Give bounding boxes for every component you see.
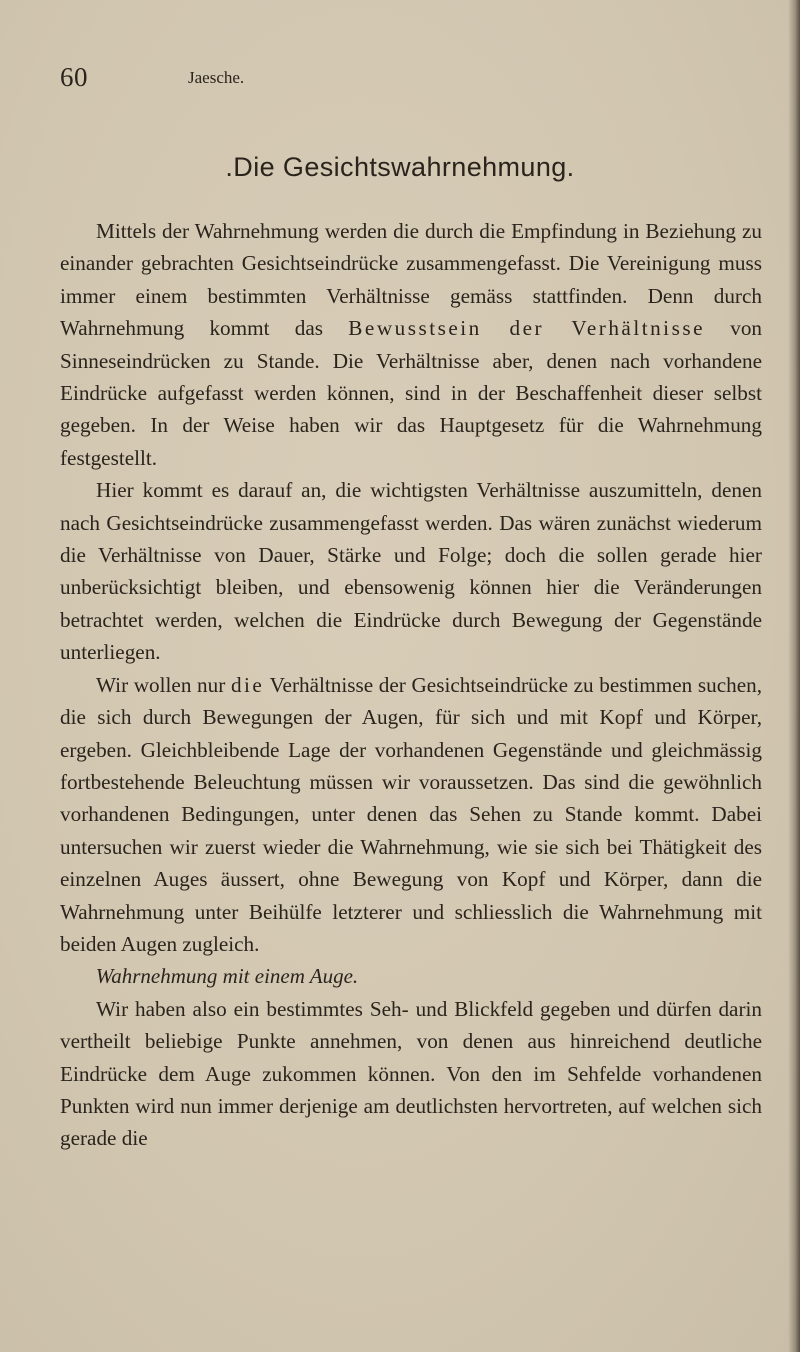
page-number: 60 (60, 62, 88, 92)
running-head: Jaesche. (188, 68, 245, 87)
paragraph-3-text-a: Wir wollen nur (96, 672, 226, 697)
paragraph-1 (60, 215, 762, 474)
paragraph-1-text-b: von Sinneseindrücken zu Stande. Die Verhältnisse aber, denen nach vorhandene Eindrücke aufgefasst werden können, sind in der Beschaffenheit dieser selbst gegeben. In der Weise haben wir das Hauptgesetz für die Wahrnehmung festgestellt. (60, 316, 763, 470)
chapter-title: .Die Gesichtswahrnehmung. (225, 152, 575, 182)
page-header (60, 62, 760, 102)
paragraph-3-emphasis: die (230, 672, 265, 697)
section-subheading: Wahrnehmung mit einem Auge. (95, 964, 359, 989)
paragraph-1-text-a: Mittels der Wahrnehmung werden die durch die Empfindung in Beziehung zu einander gebrachten Gesichtseindrücke zusammengefasst. Die Vereinigung muss immer einem bestimmten Verhältnisse gemäss stattfinden. Denn durch Wahrnehmung kommt das (60, 219, 762, 341)
page-edge-shadow (788, 0, 800, 1352)
body-text (60, 215, 762, 1155)
paragraph-1-emphasis: Bewusstsein der Verhältnisse (348, 316, 705, 341)
paragraph-4: Wir haben also ein bestimmtes Seh- und Blickfeld gegeben und dürfen darin vertheilt beliebige Punkte annehmen, von denen aus hinreichend deutliche Eindrücke dem Auge zukommen können. Von den im Sehfelde vorhandenen Punkten wird nun immer derjenige am deutlichsten hervortreten, auf welchen sich gerade die (60, 996, 762, 1151)
paragraph-3-text-b: Verhältnisse der Gesichtseindrücke zu bestimmen suchen, die sich durch Bewegungen der Augen, für sich und mit Kopf und Körper, ergeben. Gleichbleibende Lage der vorhandenen Gegenstände und gleichmässig fortbestehende Beleuchtung müssen wir voraussetzen. Das sind die gewöhnlich vorhandenen Bedingungen, unter denen das Sehen zu Stande kommt. Dabei untersuchen wir zuerst wieder die Wahrnehmung, wie sie sich bei Thätigkeit des einzelnen Auges äussert, ohne Bewegung von Kopf und Körper, dann die Wahrnehmung unter Beihülfe letzterer und schliesslich die Wahrnehmung mit beiden Augen zugleich. (60, 672, 763, 956)
paragraph-2: Hier kommt es darauf an, die wichtigsten Verhältnisse auszumitteln, denen nach Gesichtseindrücke zusammengefasst werden. Das wären zunächst wiederum die Verhältnisse von Dauer, Stärke und Folge; doch die sollen gerade hier unberücksichtigt bleiben, und ebensowenig können hier die Veränderungen betrachtet werden, welchen die Eindrücke durch Bewegung der Gegenstände unterliegen. (60, 478, 762, 665)
paragraph-3 (60, 669, 762, 961)
